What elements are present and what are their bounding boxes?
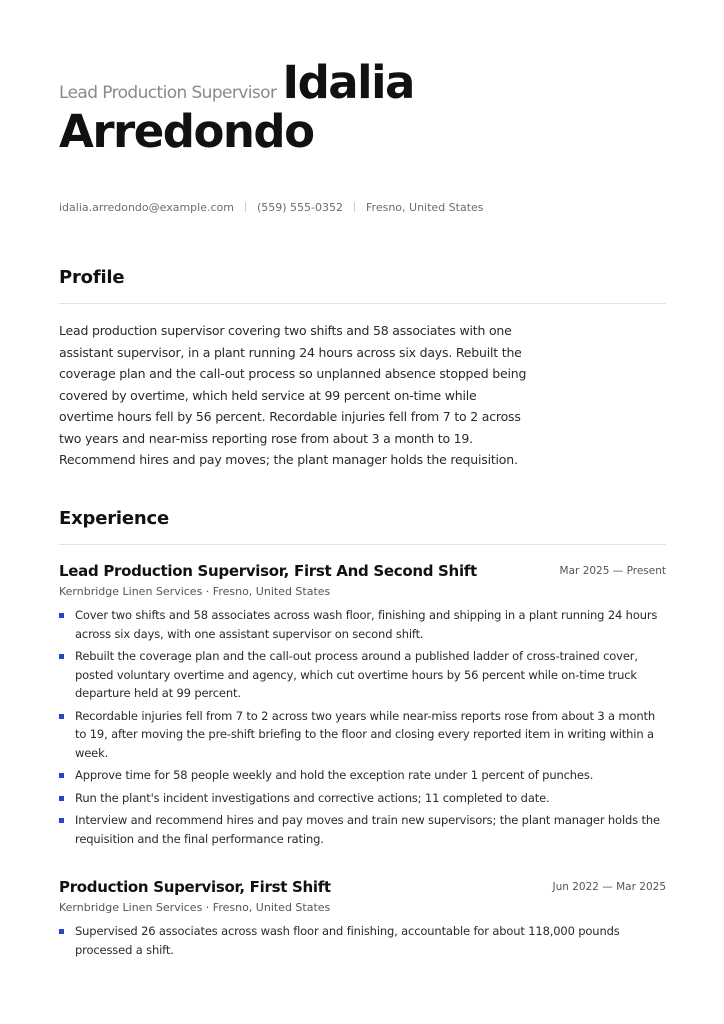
bullet-item (59, 647, 666, 703)
bullet-square-icon (59, 613, 64, 618)
bullet-item (59, 811, 666, 848)
contact-email[interactable]: idalia.arredondo@example.com (59, 201, 234, 214)
job-dates: Mar 2025 — Present (559, 565, 666, 577)
contact-location: Fresno, United States (366, 201, 484, 214)
job-bullets (59, 606, 666, 848)
experience-heading: Experience (59, 508, 169, 529)
job-header (59, 561, 666, 581)
bullet-item (59, 789, 666, 808)
bullet-square-icon (59, 818, 64, 823)
bullet-text: Cover two shifts and 58 associates across wash floor, finishing and shipping in a plant running 24 hours across six days, with one assistant supervisor on second shift. (75, 608, 658, 641)
job-role: Production Supervisor, First Shift (59, 878, 331, 896)
job-bullets (59, 922, 666, 959)
bullet-item (59, 606, 666, 643)
bullet-square-icon (59, 654, 64, 659)
profile-divider (59, 303, 666, 304)
resume-header (59, 56, 679, 158)
profile-summary: Lead production supervisor covering two shifts and 58 associates with one assistant supervisor, in a plant running 24 hours across six days. Rebuilt the coverage plan and the call-out process so unplanned absence stopped being covered by overtime, which held service at 99 percent on-time while overtime hours fell by 56 percent. Recordable injuries fell from 7 to 2 across two years and near-miss reporting rose from about 3 a month to 19. Recommend hires and pay moves; the plant manager holds the requisition. (59, 323, 527, 467)
contact-phone[interactable]: (559) 555-0352 (256, 201, 344, 214)
bullet-item (59, 766, 666, 785)
contact-divider (245, 202, 246, 212)
bullet-square-icon (59, 929, 64, 934)
contact-line (59, 201, 484, 214)
profile-heading: Profile (59, 267, 125, 288)
bullet-text: Recordable injuries fell from 7 to 2 across two years while near-miss reports rose from about 3 a month to 19, after moving the pre-shift briefing to the floor and closing every reported item in writing within a week. (75, 708, 655, 760)
contact-divider (354, 202, 355, 212)
job-company: Kernbridge Linen Services · Fresno, United States (59, 901, 331, 914)
job-entry (59, 877, 666, 963)
bullet-text: Interview and recommend hires and pay moves and train new supervisors; the plant manager holds the requisition and the final performance rating. (75, 813, 660, 846)
bullet-text: Supervised 26 associates across wash floor and finishing, accountable for about 118,000 pounds processed a shift. (75, 924, 620, 957)
bullet-text: Rebuilt the coverage plan and the call-out process around a published ladder of cross-trained cover, posted voluntary overtime and agency, which cut overtime hours by 56 percent while on-time truck departure held at 99 percent. (75, 649, 638, 700)
bullet-square-icon (59, 714, 64, 719)
job-header (59, 877, 666, 897)
bullet-text: Run the plant's incident investigations and corrective actions; 11 completed to date. (75, 790, 550, 805)
bullet-text: Approve time for 58 people weekly and hold the exception rate under 1 percent of punches. (75, 768, 594, 782)
job-dates: Jun 2022 — Mar 2025 (552, 881, 666, 893)
bullet-square-icon (59, 796, 64, 801)
headline (59, 56, 679, 158)
job-title: Lead Production Supervisor (59, 83, 277, 103)
bullet-item (59, 922, 666, 959)
job-entry (59, 561, 666, 852)
first-name: Idalia (282, 56, 414, 109)
job-role: Lead Production Supervisor, First And Second Shift (59, 562, 477, 580)
bullet-item (59, 707, 666, 763)
job-company: Kernbridge Linen Services · Fresno, United States (59, 585, 331, 598)
last-name: Arredondo (59, 105, 314, 158)
bullet-square-icon (59, 773, 64, 778)
experience-divider (59, 544, 666, 545)
